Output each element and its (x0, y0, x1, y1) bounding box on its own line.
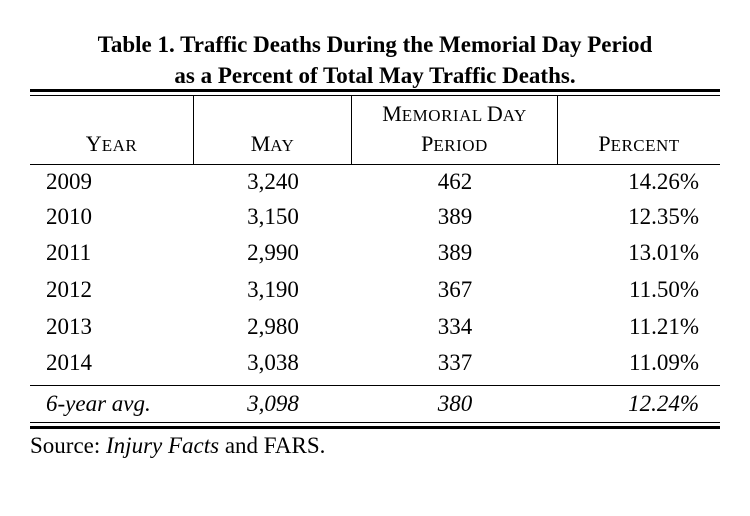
cell-year: 2012 (46, 277, 92, 302)
header-day-initial: D (486, 101, 503, 126)
top-rule-thin (30, 95, 720, 96)
header-memorial-day-line-2 (352, 130, 557, 160)
source-suffix: and FARS. (219, 433, 326, 458)
header-year (30, 130, 193, 160)
source-note (30, 432, 325, 460)
source-italic-title: Injury Facts (106, 433, 220, 458)
cell-year: 2009 (46, 169, 92, 194)
header-may-rest: AY (270, 136, 295, 155)
header-year-initial: Y (85, 131, 102, 156)
table-title-line-2: as a Percent of Total May Traffic Deaths. (174, 63, 576, 88)
cell-memorial-day: 462 (437, 169, 473, 194)
cell-year: 2010 (46, 204, 92, 229)
average-rule (30, 385, 720, 386)
header-may-initial: M (250, 131, 271, 156)
cell-may: 3,190 (247, 277, 299, 302)
cell-percent: 13.01% (628, 240, 699, 265)
header-memorial-rest: EMORIAL (401, 106, 487, 125)
cell-percent: 11.21% (628, 314, 699, 339)
average-percent: 12.24% (628, 391, 699, 416)
cell-may: 2,990 (247, 240, 299, 265)
cell-may: 2,980 (247, 314, 299, 339)
header-period-initial: P (421, 131, 434, 156)
cell-memorial-day: 334 (437, 314, 473, 339)
header-day-rest: AY (502, 106, 527, 125)
cell-memorial-day: 337 (437, 350, 473, 375)
cell-may: 3,038 (247, 350, 299, 375)
header-period-rest: ERIOD (433, 136, 488, 155)
cell-memorial-day: 367 (437, 277, 473, 302)
cell-may: 3,240 (247, 169, 299, 194)
header-memorial-initial: M (382, 101, 402, 126)
average-label: 6-year avg. (46, 391, 151, 416)
source-prefix: Source: (30, 433, 107, 458)
header-may (194, 130, 351, 160)
header-rule (30, 164, 720, 165)
header-year-rest: EAR (101, 136, 138, 155)
cell-year: 2011 (46, 240, 92, 265)
cell-memorial-day: 389 (437, 240, 473, 265)
average-may: 3,098 (247, 391, 299, 416)
header-percent (558, 130, 720, 160)
cell-year: 2014 (46, 350, 92, 375)
bottom-rule-thin (30, 422, 720, 423)
cell-year: 2013 (46, 314, 92, 339)
header-percent-initial: P (598, 131, 611, 156)
cell-percent: 11.50% (628, 277, 699, 302)
header-percent-rest: ERCENT (610, 136, 680, 155)
cell-percent: 11.09% (628, 350, 699, 375)
cell-percent: 12.35% (628, 204, 699, 229)
cell-memorial-day: 389 (437, 204, 473, 229)
top-rule-thick (30, 89, 720, 92)
cell-may: 3,150 (247, 204, 299, 229)
bottom-rule-thick (30, 426, 720, 429)
cell-percent: 14.26% (628, 169, 699, 194)
table-title-line-1: Table 1. Traffic Deaths During the Memorial Day Period (97, 32, 653, 57)
header-memorial-day-line-1 (352, 100, 557, 130)
average-memorial-day: 380 (437, 391, 473, 416)
